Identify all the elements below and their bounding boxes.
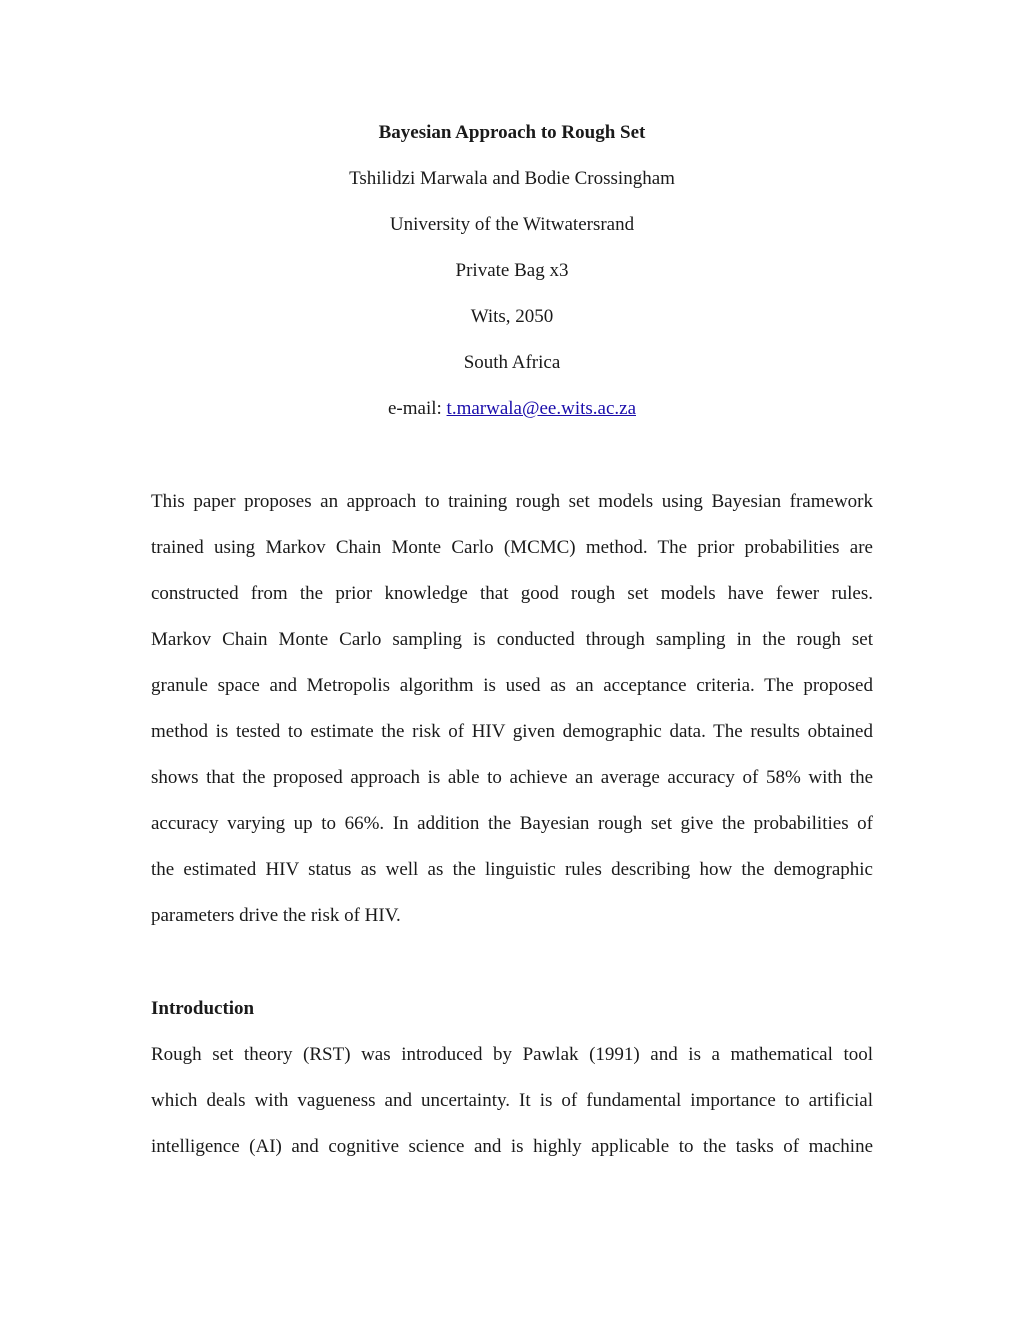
address-line-2: Wits, 2050	[470, 306, 554, 327]
email-link[interactable]: t.marwala@ee.wits.ac.za	[446, 398, 636, 419]
introduction-line: Rough set theory (RST) was introduced by Pawlak (1991) and is a mathematical tool	[151, 1044, 873, 1065]
paper-authors: Tshilidzi Marwala and Bodie Crossingham	[349, 168, 675, 189]
introduction-line: which deals with vagueness and uncertainty. It is of fundamental importance to artificial	[151, 1090, 873, 1111]
abstract-line: trained using Markov Chain Monte Carlo (MCMC) method. The prior probabilities are	[151, 537, 873, 558]
abstract-line: parameters drive the risk of HIV.	[151, 905, 401, 926]
abstract-line: the estimated HIV status as well as the linguistic rules describing how the demographic	[151, 859, 873, 880]
abstract-line: This paper proposes an approach to training rough set models using Bayesian framework	[151, 491, 873, 512]
paper-title: Bayesian Approach to Rough Set	[378, 122, 646, 143]
abstract-line: constructed from the prior knowledge that good rough set models have fewer rules.	[151, 583, 873, 604]
abstract-line: accuracy varying up to 66%. In addition the Bayesian rough set give the probabilities of	[151, 813, 873, 834]
paper-affiliation: University of the Witwatersrand	[389, 214, 635, 235]
abstract-line: granule space and Metropolis algorithm is used as an acceptance criteria. The proposed	[151, 675, 873, 696]
abstract-line: method is tested to estimate the risk of HIV given demographic data. The results obtained	[151, 721, 873, 742]
email-line	[0, 397, 1024, 421]
email-label: e-mail:	[387, 398, 447, 419]
introduction-line: intelligence (AI) and cognitive science and is highly applicable to the tasks of machine	[151, 1136, 873, 1157]
abstract-line: shows that the proposed approach is able to achieve an average accuracy of 58% with the	[151, 767, 873, 788]
section-heading-introduction: Introduction	[151, 998, 255, 1019]
address-line-1: Private Bag x3	[455, 260, 569, 281]
address-country: South Africa	[463, 352, 561, 373]
abstract-line: Markov Chain Monte Carlo sampling is conducted through sampling in the rough set	[151, 629, 873, 650]
